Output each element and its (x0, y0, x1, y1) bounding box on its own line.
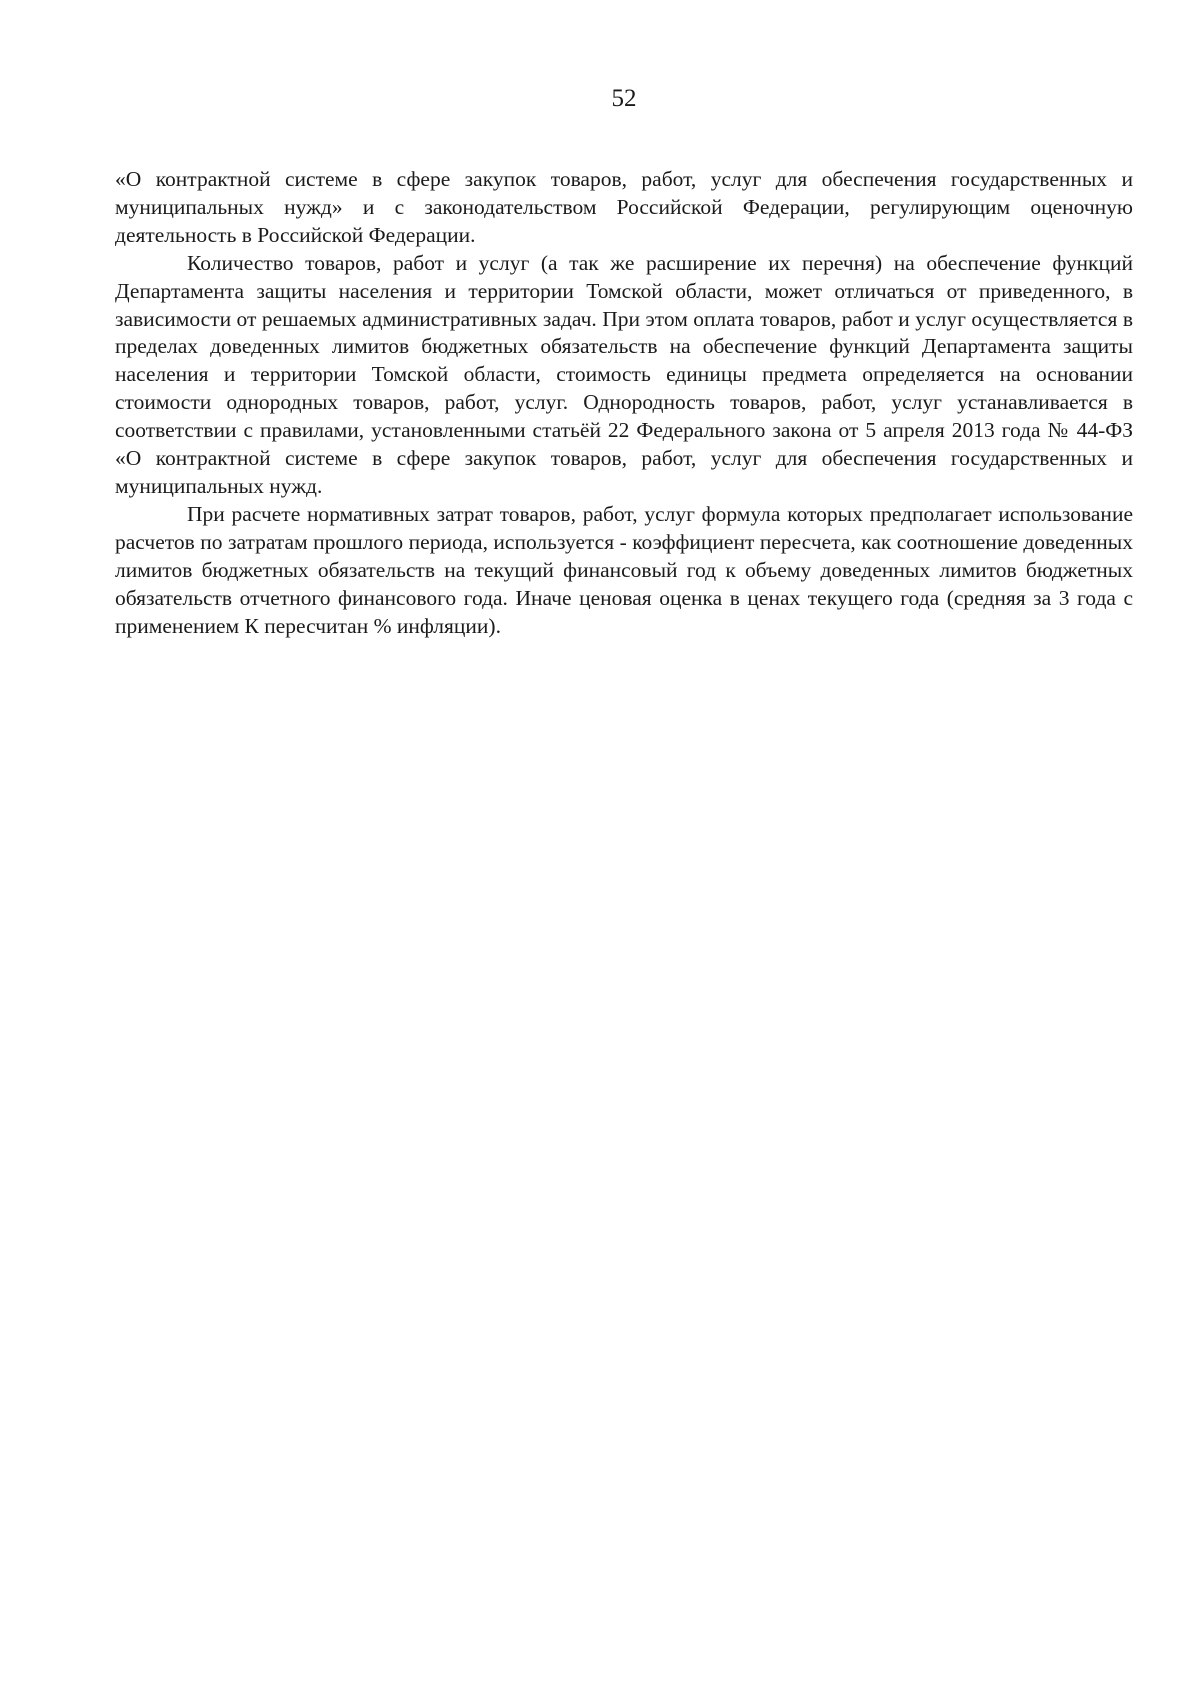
paragraph-normative-costs: При расчете нормативных затрат товаров, работ, услуг формула которых предполагает использование расчетов по затратам прошлого периода, используется - коэффициент пересчета, как соотношение доведенных лимитов бюджетных обязательств на текущий финансовый год к объему доведенных лимитов бюджетных обязательств отчетного финансового года. Иначе ценовая оценка в ценах текущего года (средняя за 3 года с применением К пересчитан % инфляции). (115, 501, 1133, 638)
document-body (115, 166, 1133, 640)
page-number: 52 (611, 85, 637, 112)
paragraph-continuation: «О контрактной системе в сфере закупок товаров, работ, услуг для обеспечения государственных и муниципальных нужд» и с законодательством Российской Федерации, регулирующим оценочную деятельность в Российской Федерации. (115, 167, 1133, 247)
paragraph-quantity-of-goods: Количество товаров, работ и услуг (а так же расширение их перечня) на обеспечение функций Департамента защиты населения и территории Томской области, может отличаться от приведенного, в зависимости от решаемых административных задач. При этом оплата товаров, работ и услуг осуществляется в пределах доведенных лимитов бюджетных обязательств на обеспечение функций Департамента защиты населения и территории Томской области, стоимость единицы предмета определяется на основании стоимости однородных товаров, работ, услуг. Однородность товаров, работ, услуг устанавливается в соответствии с правилами, установленными статьёй 22 Федерального закона от 5 апреля 2013 года № 44-ФЗ «О контрактной системе в сфере закупок товаров, работ, услуг для обеспечения государственных и муниципальных нужд. (115, 250, 1133, 498)
